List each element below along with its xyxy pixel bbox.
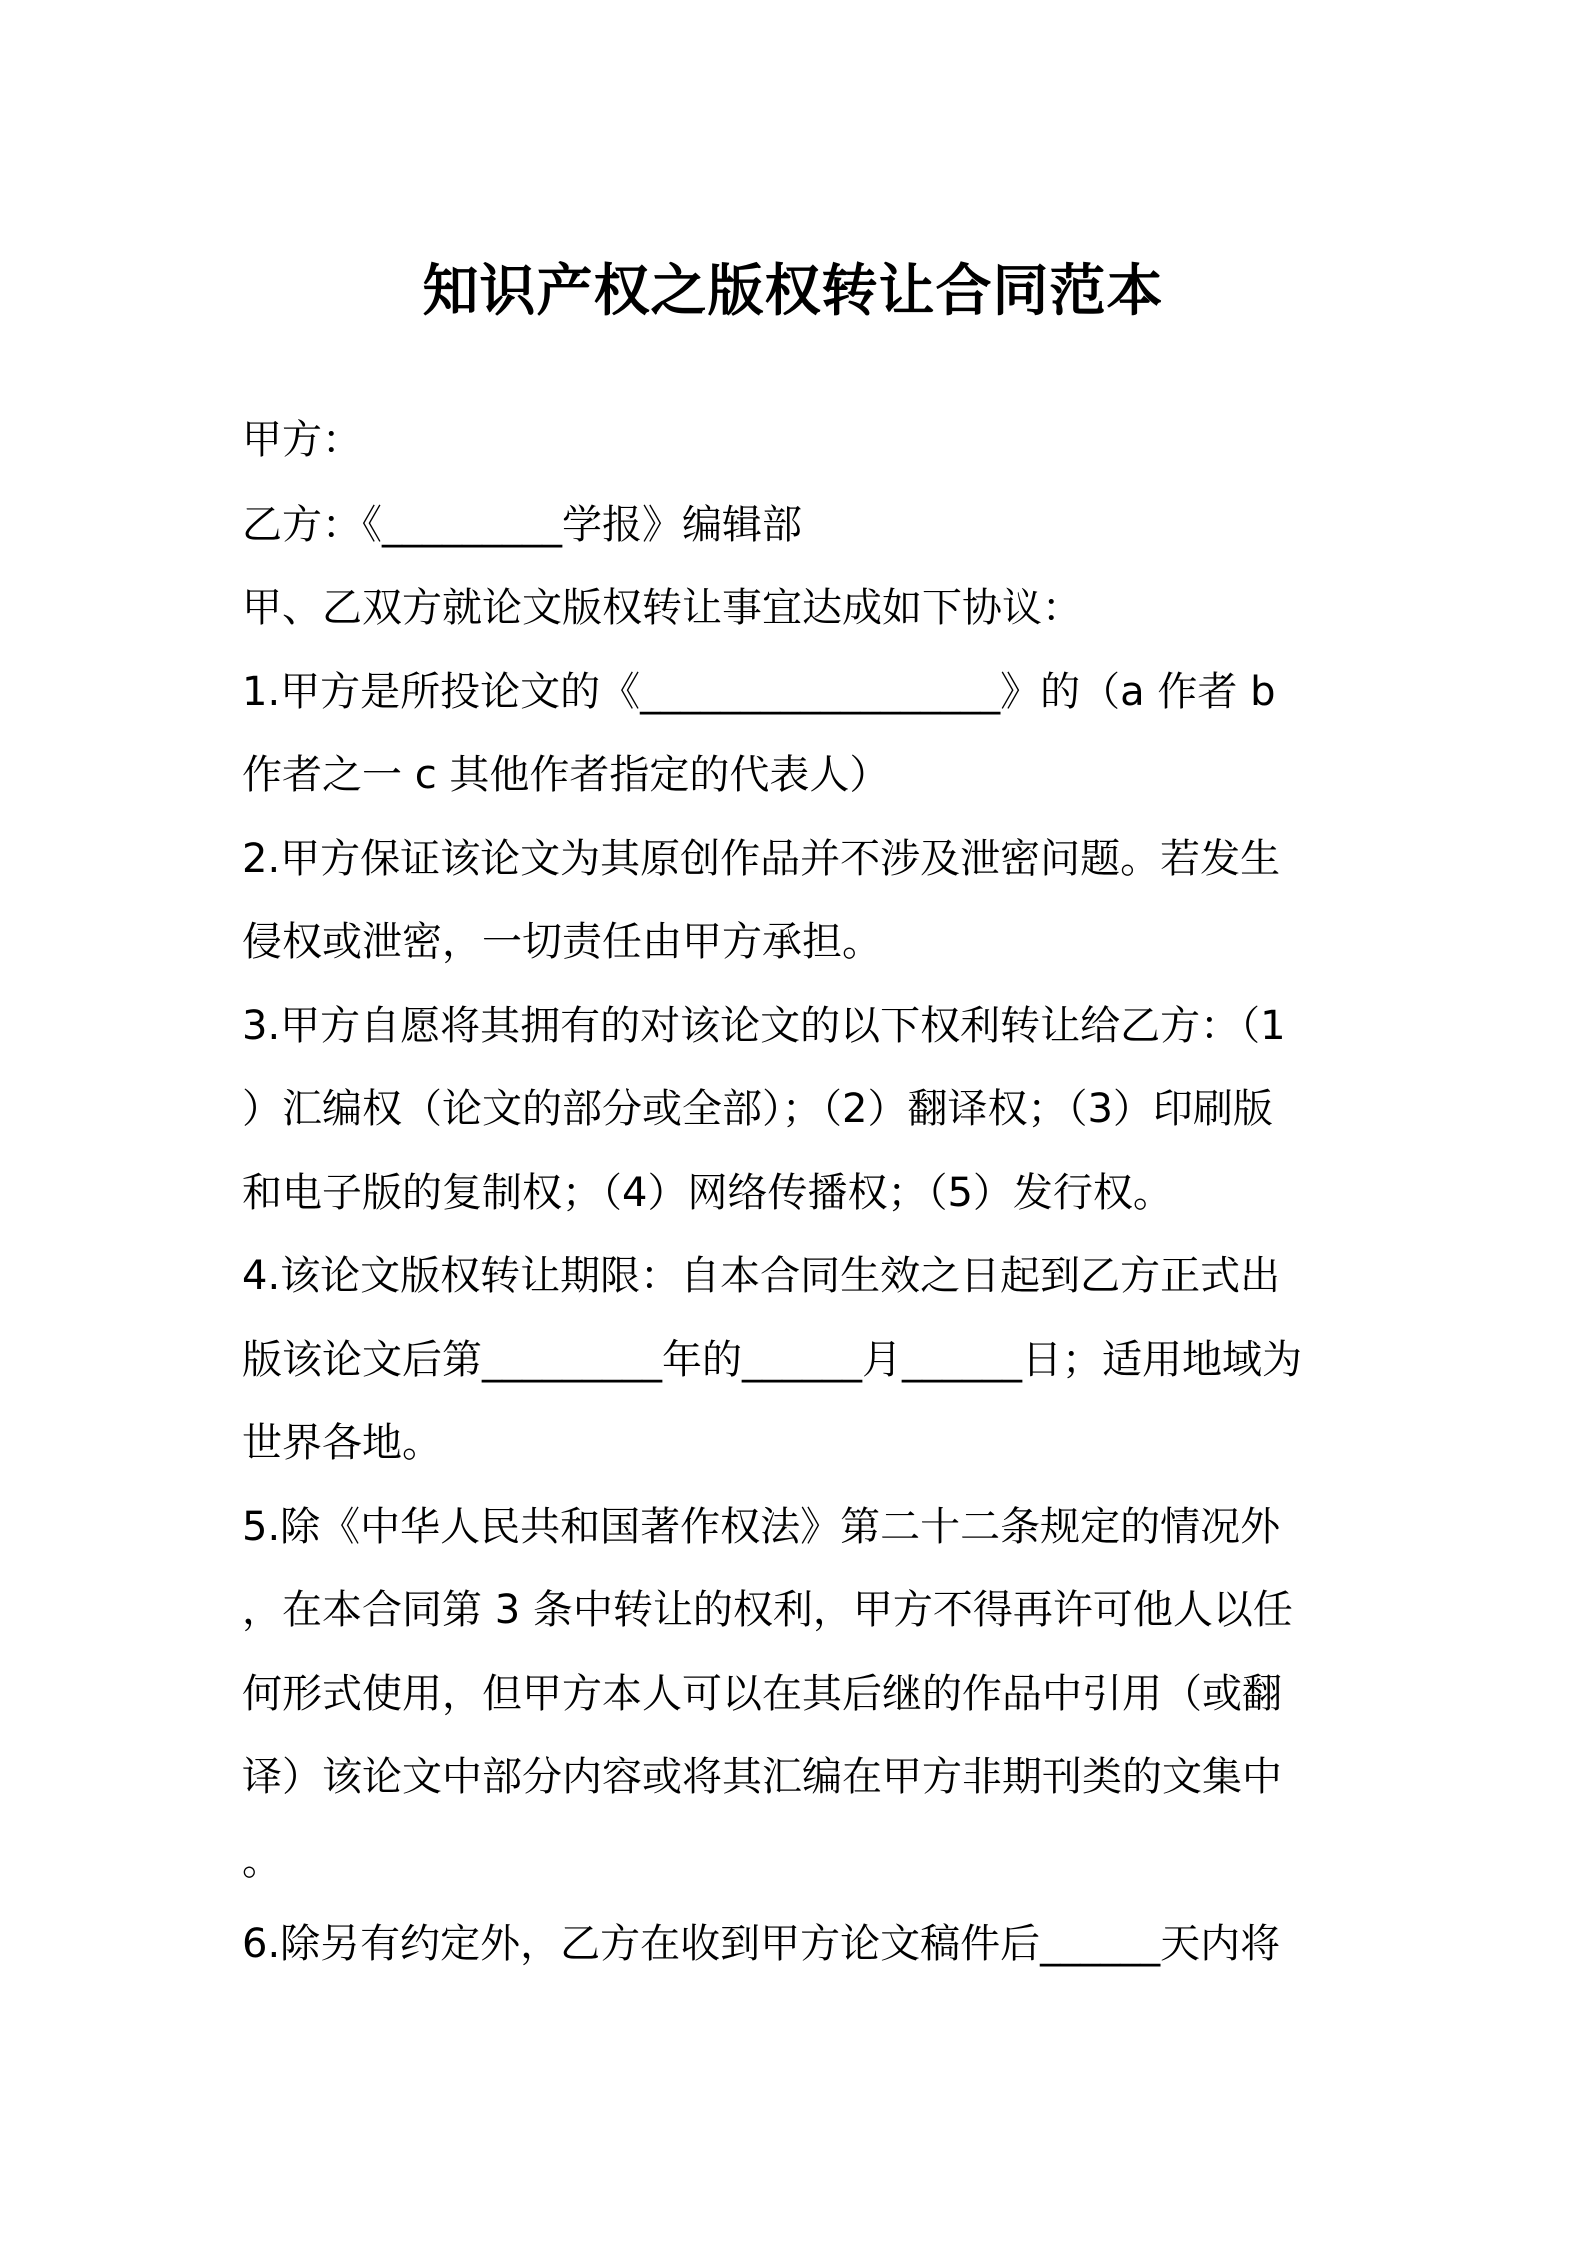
clause-5-line-4: 译）该论文中部分内容或将其汇编在甲方非期刊类的文集中	[242, 1754, 1282, 1800]
clause-4-line-1: 4.该论文版权转让期限：自本合同生效之日起到乙方正式出	[242, 1253, 1281, 1299]
clause-1-line-2: 作者之一 c 其他作者指定的代表人）	[242, 752, 890, 798]
agreement-intro: 甲、乙双方就论文版权转让事宜达成如下协议：	[242, 585, 1082, 631]
clause-3-line-3: 和电子版的复制权；（4）网络传播权；（5）发行权。	[242, 1170, 1173, 1216]
document-title: 知识产权之版权转让合同范本	[422, 259, 1164, 324]
clause-3-line-2: ）汇编权（论文的部分或全部）；（2）翻译权；（3）印刷版	[242, 1086, 1273, 1132]
clause-5-line-2: ，在本合同第 3 条中转让的权利，甲方不得再许可他人以任	[242, 1587, 1293, 1633]
party-a-line: 甲方：	[242, 417, 362, 463]
clause-6-line-1: 6.除另有约定外，乙方在收到甲方论文稿件后______天内将	[242, 1921, 1281, 1967]
clause-2-line-1: 2.甲方保证该论文为其原创作品并不涉及泄密问题。若发生	[242, 836, 1281, 882]
clause-3-line-1: 3.甲方自愿将其拥有的对该论文的以下权利转让给乙方：（1	[242, 1003, 1286, 1049]
clause-5-line-3: 何形式使用，但甲方本人可以在其后继的作品中引用（或翻	[242, 1671, 1282, 1717]
clause-4-line-2: 版该论文后第_________年的______月______日；适用地域为	[242, 1337, 1302, 1383]
party-b-line: 乙方：《_________学报》编辑部	[242, 502, 802, 548]
clause-4-line-3: 世界各地。	[242, 1420, 442, 1466]
clause-5-line-1: 5.除《中华人民共和国著作权法》第二十二条规定的情况外	[242, 1504, 1281, 1550]
clause-2-line-2: 侵权或泄密，一切责任由甲方承担。	[242, 919, 882, 965]
clause-5-line-5: 。	[242, 1838, 282, 1884]
clause-1-line-1: 1.甲方是所投论文的《__________________》的（a 作者 b	[242, 669, 1276, 715]
